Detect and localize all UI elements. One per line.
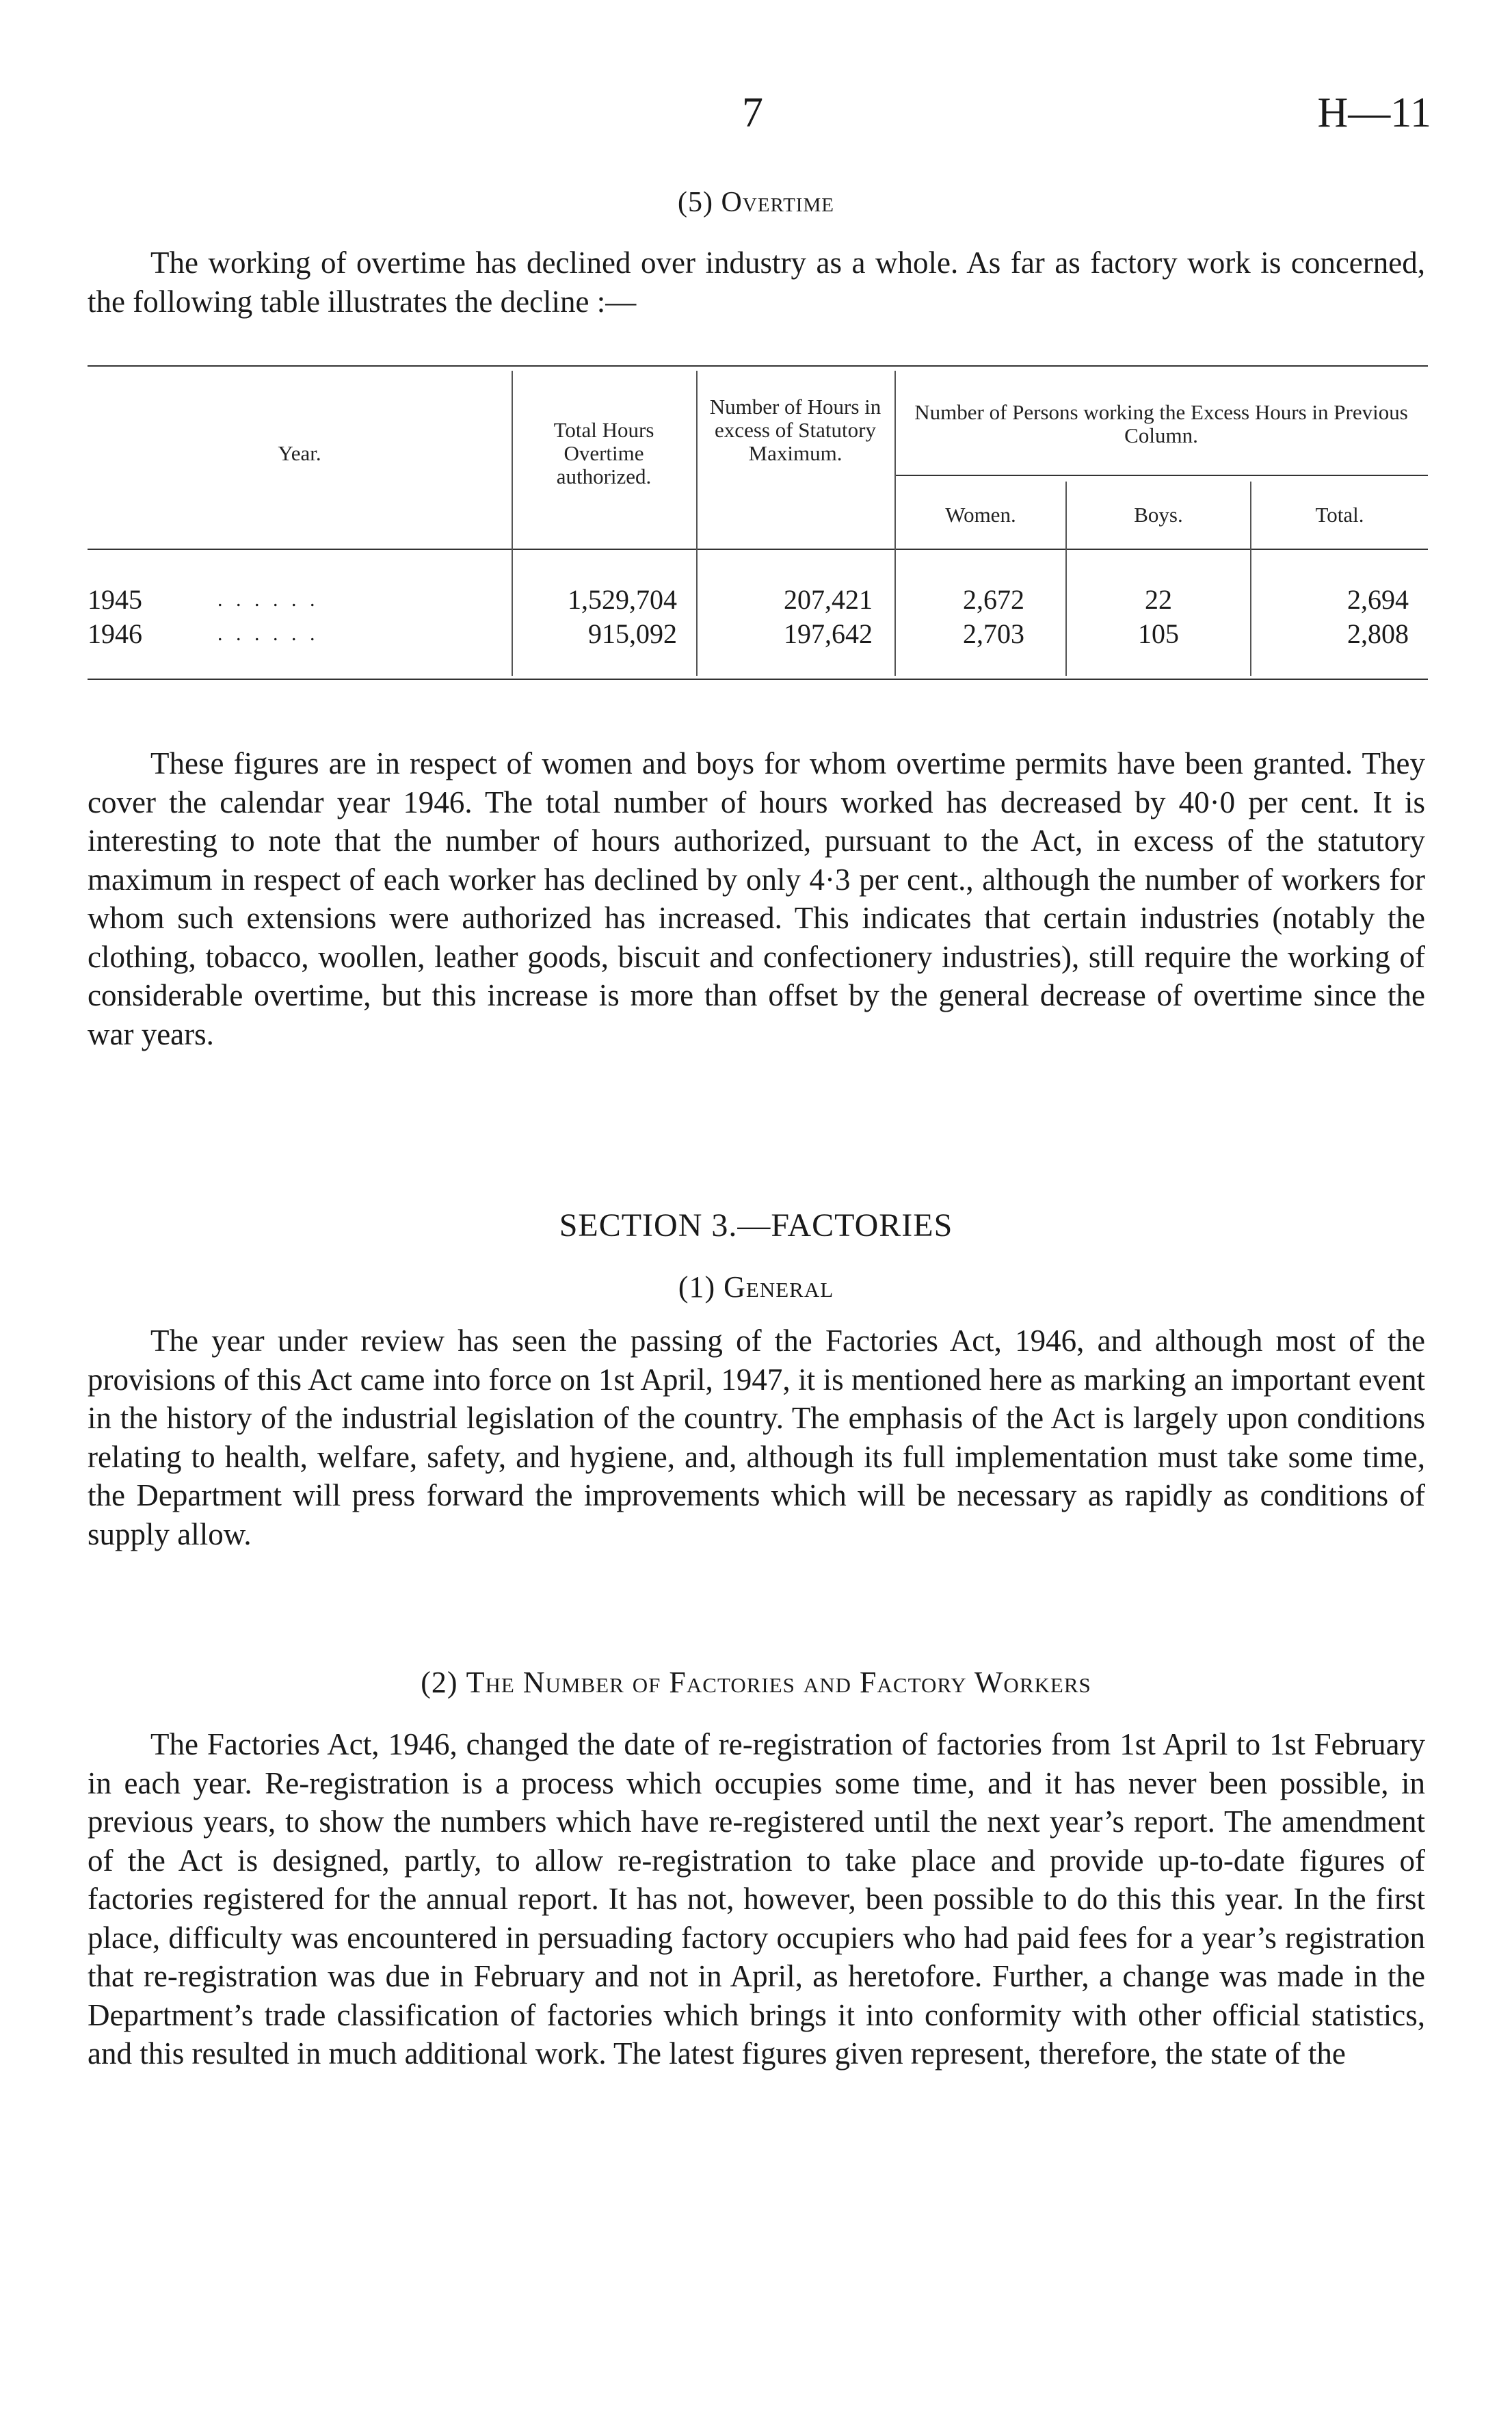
overtime-analysis-text: These figures are in respect of women and boys for whom overtime permits have been granted. They cover the calendar year 1946. The total number of hours worked has decreased by 40·0 per cent. It is interesting to note that the number of hours authorized, pursuant to the Act, in excess of the statutory maximum in respect of each worker has declined by only 4·3 per cent., although the number of workers for whom such extensions were authorized has increased. This indicates that certain industries (notably the clothing, tobacco, woollen, leather goods, biscuit and confectionery industries), still require the working of considerable overtime, but this increase is more than offset by the general decrease of overtime since the war years. xyxy=(88,746,1425,1051)
factories-number-paragraph xyxy=(88,1725,1425,2073)
table-cell-boys: 105 xyxy=(1138,618,1179,649)
col-divider-1 xyxy=(512,371,513,676)
table-row-leader: . . . . . . xyxy=(217,588,319,611)
general-paragraph xyxy=(88,1322,1425,1553)
factories-number-paragraph-text: The Factories Act, 1946, changed the date of re-registration of factories from 1st April to 1st February in each year. Re-registration is a process which occupies some time, and it has never been possible, in previous years, to show the numbers which have re-registered until the next year’s report. The amendment of the Act is designed, partly, to allow re-registration to take place and provide up-to-date figures of factories registered for the annual report. It has not, however, been possible to do this this year. In the first place, difficulty was encountered in persuading factory occupiers who had paid fees for a year’s registration that re-registration was due in February and not in April, as heretofore. Further, a change was made in the Department’s trade classification of factories which brings it into conformity with other official statistics, and this resulted in much additional work. The latest figures given represent, therefore, the state of the xyxy=(88,1727,1425,2071)
overtime-heading xyxy=(0,186,1512,219)
col-divider-2 xyxy=(696,371,698,676)
overtime-heading-text: Overtime xyxy=(721,187,834,218)
table-header-rule xyxy=(88,549,1428,550)
table-cell-excess-hours: 207,421 xyxy=(784,584,873,615)
overtime-intro-paragraph xyxy=(88,244,1425,321)
table-cell-women: 2,703 xyxy=(963,618,1024,649)
table-cell-women: 2,672 xyxy=(963,584,1024,615)
general-paragraph-text: The year under review has seen the passing of the Factories Act, 1946, and although most of the provisions of this Act came into force on 1st April, 1947, it is mentioned here as marking an important event in the history of the industrial legislation of the country. The emphasis of the Act is largely upon conditions relating to health, welfare, safety, and hygiene, and, although its full implementation must take some time, the Department will press forward the improvements which will be necessary as rapidly as conditions of supply allow. xyxy=(88,1324,1425,1551)
factories-number-heading-number: (2) xyxy=(421,1666,458,1699)
table-cell-total-hours: 915,092 xyxy=(588,618,677,649)
general-heading xyxy=(0,1270,1512,1304)
factories-number-heading-text: The Number of Factories and Factory Workers xyxy=(466,1666,1091,1699)
header-persons-group: Number of Persons working the Excess Hours in Previous Column. xyxy=(914,400,1408,447)
table-cell-boys: 22 xyxy=(1145,584,1172,615)
general-heading-text: General xyxy=(724,1270,834,1304)
overtime-analysis-paragraph xyxy=(88,744,1425,1053)
overtime-table xyxy=(88,365,1428,680)
table-row-year: 1946 xyxy=(88,618,142,649)
header-total: Total. xyxy=(1315,503,1364,527)
general-heading-number: (1) xyxy=(678,1270,716,1304)
header-boys: Boys. xyxy=(1134,503,1183,527)
page-number: 7 xyxy=(742,90,763,136)
section-3-title: SECTION 3.—FACTORIES xyxy=(559,1207,953,1244)
table-bottom-rule xyxy=(88,679,1428,680)
document-reference: H—11 xyxy=(1317,90,1431,136)
table-cell-total: 2,808 xyxy=(1347,618,1409,649)
table-cell-total: 2,694 xyxy=(1347,584,1409,615)
overtime-intro-text: The working of overtime has declined over industry as a whole. As far as factory work is concerned, the following table illustrates the decline :— xyxy=(88,246,1425,319)
table-row-leader: . . . . . . xyxy=(217,622,319,645)
header-total-hours: Total Hours Overtime authorized. xyxy=(553,418,654,488)
table-row-year: 1945 xyxy=(88,584,142,615)
header-women: Women. xyxy=(945,503,1016,527)
table-top-rule xyxy=(88,365,1428,367)
factories-number-heading xyxy=(0,1665,1512,1700)
header-year: Year. xyxy=(278,441,321,465)
table-cell-total-hours: 1,529,704 xyxy=(568,584,677,615)
header-excess-hours: Number of Hours in excess of Statutory Maximum. xyxy=(709,395,881,465)
overtime-heading-number: (5) xyxy=(678,187,713,218)
table-subheader-rule xyxy=(894,475,1428,476)
table-cell-excess-hours: 197,642 xyxy=(784,618,873,649)
